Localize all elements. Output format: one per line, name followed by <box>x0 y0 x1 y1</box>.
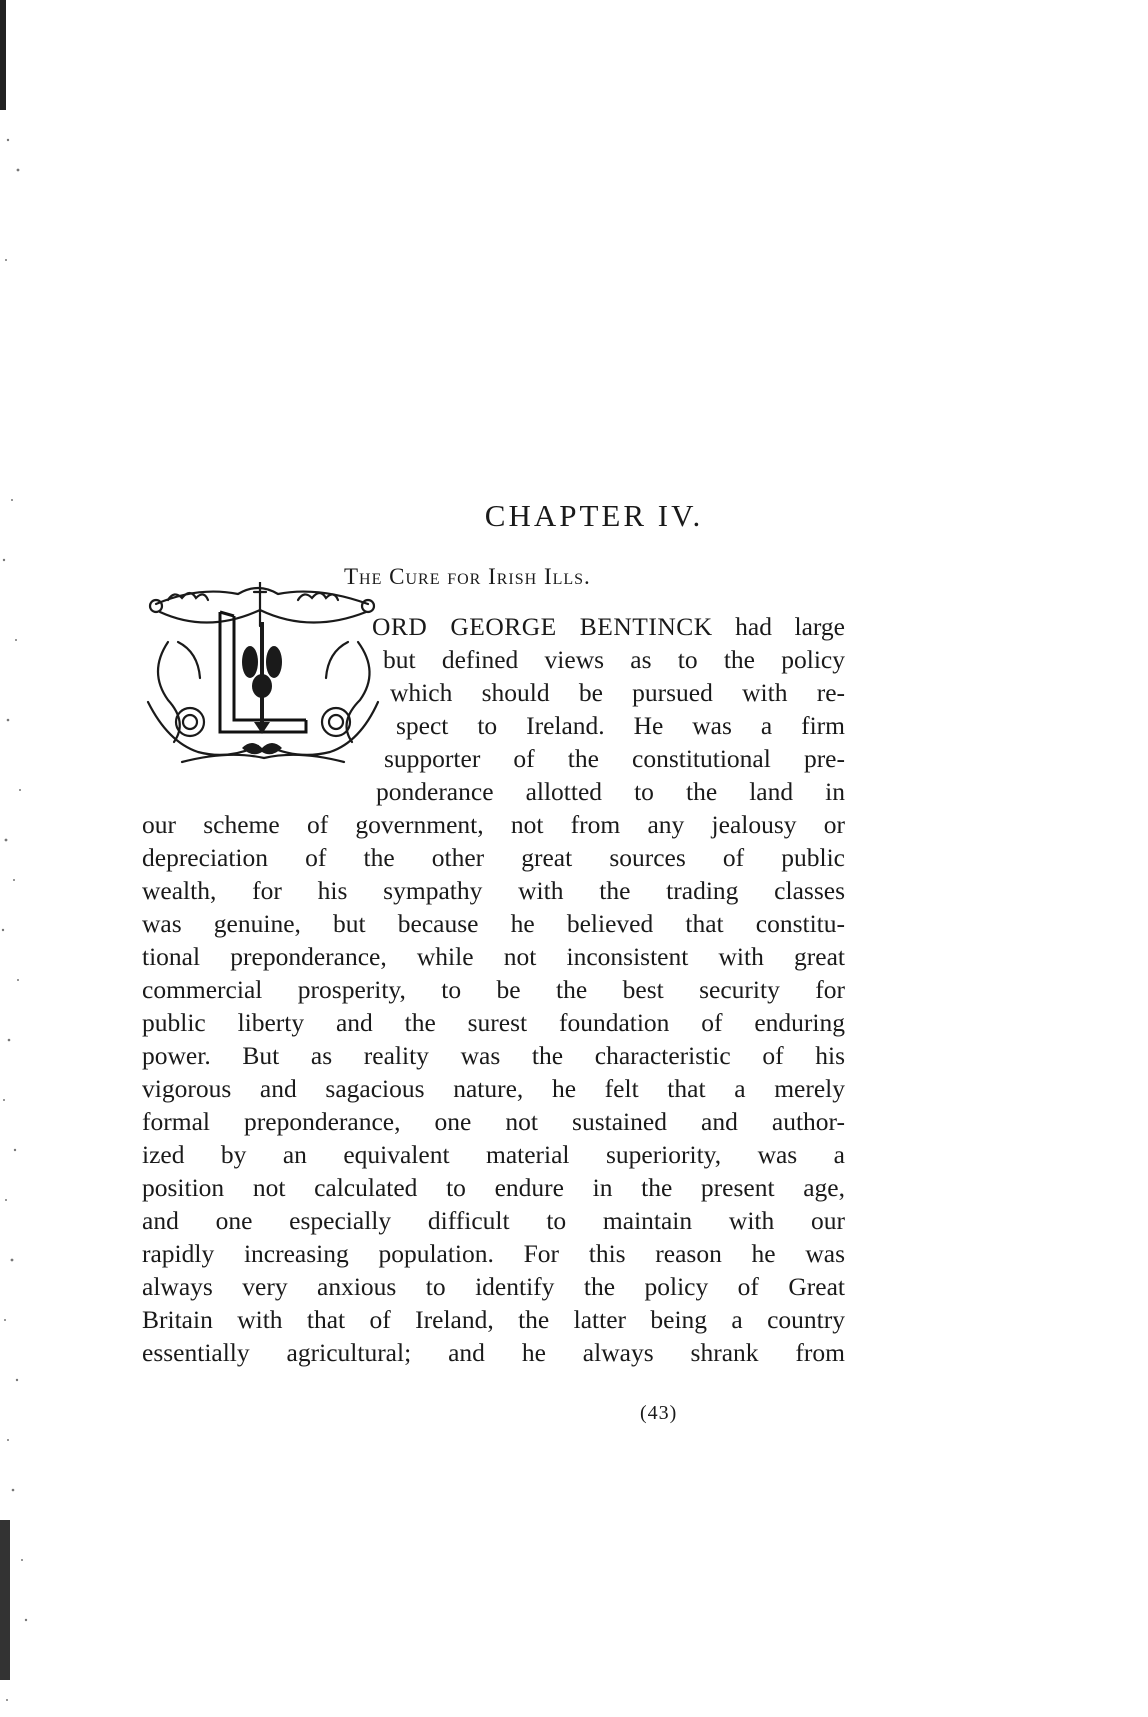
paragraph-line: always very anxious to identify the policy of Great <box>142 1272 845 1301</box>
paragraph-line: depreciation of the other great sources of public <box>142 843 845 872</box>
paragraph-line: rapidly increasing population. For this reason he was <box>142 1239 845 1268</box>
chapter-subtitle: The Cure for Irish Ills. <box>344 564 591 589</box>
paragraph-line: our scheme of government, not from any jealousy or <box>142 810 845 839</box>
paragraph-line: ponderance allotted to the land in <box>376 777 845 806</box>
paragraph-line: public liberty and the surest foundation of enduring <box>142 1008 845 1037</box>
paragraph-line: but defined views as to the policy <box>383 645 845 674</box>
paragraph-line: Britain with that of Ireland, the latter being a country <box>142 1305 845 1334</box>
paragraph-line: supporter of the constitutional pre- <box>384 744 845 773</box>
body-paragraph <box>142 610 845 1369</box>
paragraph-line: ized by an equivalent material superiority, was a <box>142 1140 845 1169</box>
paragraph-line: wealth, for his sympathy with the trading classes <box>142 876 845 905</box>
paragraph-line: formal preponderance, one not sustained and author- <box>142 1107 845 1136</box>
paragraph-line: and one especially difficult to maintain with our <box>142 1206 845 1235</box>
chapter-heading: CHAPTER IV. <box>484 498 704 533</box>
binding-edge-speckle <box>0 0 40 1717</box>
dropcap-letter: L <box>138 582 139 583</box>
paragraph-line: which should be pursued with re- <box>390 678 845 707</box>
paragraph-line: was genuine, but because he believed that constitu- <box>142 909 845 938</box>
paragraph-line: vigorous and sagacious nature, he felt that a merely <box>142 1074 845 1103</box>
paragraph-line: tional preponderance, while not inconsistent with great <box>142 942 845 971</box>
paragraph-line: essentially agricultural; and he always shrank from <box>142 1338 845 1367</box>
paragraph-line-1 <box>372 610 845 643</box>
page-number: (43) <box>640 1402 678 1424</box>
paragraph-line: position not calculated to endure in the present age, <box>142 1173 845 1202</box>
paragraph-lead-words: ORD GEORGE BENTINCK <box>372 612 713 641</box>
paragraph-line-1-rest: had large <box>712 612 845 641</box>
paragraph-line: spect to Ireland. He was a firm <box>396 711 845 740</box>
paragraph-line: commercial prosperity, to be the best security for <box>142 975 845 1004</box>
paragraph-line: power. But as reality was the characteristic of his <box>142 1041 845 1070</box>
